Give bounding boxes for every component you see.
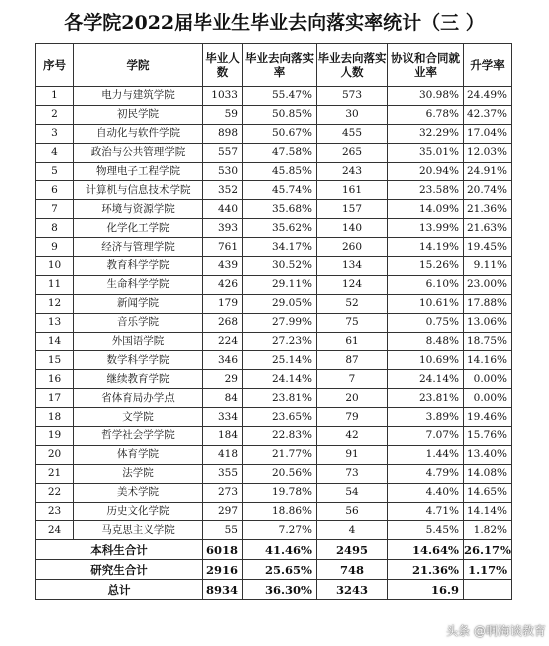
summary-label: 研究生合计 [36,560,203,580]
further-study-rate: 14.65% [464,483,512,502]
contract-employment-rate: 0.75% [388,313,464,332]
row-number: 24 [36,521,74,540]
col-header-placed: 毕业去向落实人数 [317,44,388,87]
row-number: 16 [36,370,74,389]
graduates-count: 184 [203,427,243,446]
graduates-count: 224 [203,332,243,351]
further-study-rate: 1.82% [464,521,512,540]
placed-count: 56 [317,502,388,521]
table-row [36,200,512,219]
placed-count: 265 [317,143,388,162]
further-study-rate: 42.37% [464,105,512,124]
graduates-count: 355 [203,464,243,483]
further-study-rate [464,580,512,600]
row-number: 15 [36,351,74,370]
placed-count: 42 [317,427,388,446]
row-number: 7 [36,200,74,219]
contract-employment-rate: 23.81% [388,389,464,408]
placed-count: 455 [317,124,388,143]
table-row [36,181,512,200]
row-number: 3 [36,124,74,143]
col-header-college: 学院 [74,44,203,87]
row-number: 9 [36,238,74,257]
college-name: 法学院 [74,464,203,483]
contract-employment-rate: 4.71% [388,502,464,521]
table-row [36,408,512,427]
contract-employment-rate: 30.98% [388,87,464,106]
row-number: 20 [36,445,74,464]
placed-count: 134 [317,257,388,276]
college-name: 哲学社会学学院 [74,427,203,446]
placement-rate: 23.65% [243,408,317,427]
row-number: 17 [36,389,74,408]
row-number: 11 [36,275,74,294]
summary-label: 本科生合计 [36,540,203,560]
row-number: 13 [36,313,74,332]
table-row [36,87,512,106]
placed-count: 54 [317,483,388,502]
table-row [36,275,512,294]
placement-rate: 45.74% [243,181,317,200]
placed-count: 124 [317,275,388,294]
graduates-count: 439 [203,257,243,276]
row-number: 19 [36,427,74,446]
row-number: 8 [36,219,74,238]
summary-row [36,540,512,560]
graduates-count: 530 [203,162,243,181]
contract-employment-rate: 14.64% [388,540,464,560]
college-name: 计算机与信息技术学院 [74,181,203,200]
contract-employment-rate: 8.48% [388,332,464,351]
college-name: 化学化工学院 [74,219,203,238]
placed-count: 79 [317,408,388,427]
placed-count: 161 [317,181,388,200]
further-study-rate: 21.36% [464,200,512,219]
further-study-rate: 9.11% [464,257,512,276]
graduates-count: 59 [203,105,243,124]
contract-employment-rate: 14.09% [388,200,464,219]
placement-rate: 21.77% [243,445,317,464]
graduates-count: 418 [203,445,243,464]
placed-count: 75 [317,313,388,332]
row-number: 22 [36,483,74,502]
contract-employment-rate: 23.58% [388,181,464,200]
contract-employment-rate: 15.26% [388,257,464,276]
row-number: 18 [36,408,74,427]
placement-rate: 35.68% [243,200,317,219]
col-header-further: 升学率 [464,44,512,87]
college-name: 经济与管理学院 [74,238,203,257]
further-study-rate: 18.75% [464,332,512,351]
contract-employment-rate: 7.07% [388,427,464,446]
further-study-rate: 14.08% [464,464,512,483]
college-name: 文学院 [74,408,203,427]
placement-rate: 36.30% [243,580,317,600]
further-study-rate: 13.40% [464,445,512,464]
further-study-rate: 26.17% [464,540,512,560]
college-name: 音乐学院 [74,313,203,332]
graduates-count: 179 [203,294,243,313]
table-row [36,124,512,143]
watermark [428,621,546,639]
graduates-count: 2916 [203,560,243,580]
placement-rate: 18.86% [243,502,317,521]
college-name: 新闻学院 [74,294,203,313]
contract-employment-rate: 5.45% [388,521,464,540]
placement-rate: 19.78% [243,483,317,502]
college-name: 历史文化学院 [74,502,203,521]
table-body [36,87,512,600]
college-name: 自动化与软件学院 [74,124,203,143]
placement-rate: 25.14% [243,351,317,370]
placement-rate: 29.05% [243,294,317,313]
placed-count: 157 [317,200,388,219]
contract-employment-rate: 35.01% [388,143,464,162]
table-row [36,370,512,389]
row-number: 6 [36,181,74,200]
table-header [36,44,512,87]
further-study-rate: 14.16% [464,351,512,370]
contract-employment-rate: 21.36% [388,560,464,580]
graduates-count: 297 [203,502,243,521]
further-study-rate: 0.00% [464,370,512,389]
placement-rate: 29.11% [243,275,317,294]
placed-count: 61 [317,332,388,351]
further-study-rate: 14.14% [464,502,512,521]
placement-rate: 41.46% [243,540,317,560]
further-study-rate: 0.00% [464,389,512,408]
contract-employment-rate: 4.79% [388,464,464,483]
table-row [36,238,512,257]
further-study-rate: 13.06% [464,313,512,332]
placed-count: 748 [317,560,388,580]
placement-rate: 47.58% [243,143,317,162]
college-name: 生命科学学院 [74,275,203,294]
graduates-count: 1033 [203,87,243,106]
placement-rate: 20.56% [243,464,317,483]
college-name: 马克思主义学院 [74,521,203,540]
table-row [36,294,512,313]
page-title: 各学院2022届毕业生毕业去向落实率统计（三 ） [64,12,485,34]
placed-count: 573 [317,87,388,106]
college-name: 体育学院 [74,445,203,464]
col-header-rate: 毕业去向落实率 [243,44,317,87]
college-name: 物理电子工程学院 [74,162,203,181]
table-row [36,464,512,483]
placement-rate: 25.65% [243,560,317,580]
further-study-rate: 23.00% [464,275,512,294]
graduates-count: 268 [203,313,243,332]
placed-count: 4 [317,521,388,540]
college-name: 美术学院 [74,483,203,502]
placement-rate: 50.67% [243,124,317,143]
college-name: 教育科学学院 [74,257,203,276]
row-number: 23 [36,502,74,521]
graduates-count: 352 [203,181,243,200]
college-name: 继续教育学院 [74,370,203,389]
further-study-rate: 24.91% [464,162,512,181]
graduates-count: 273 [203,483,243,502]
contract-employment-rate: 14.19% [388,238,464,257]
table-row [36,483,512,502]
further-study-rate: 17.04% [464,124,512,143]
graduates-count: 761 [203,238,243,257]
table-row [36,351,512,370]
row-number: 12 [36,294,74,313]
graduates-count: 55 [203,521,243,540]
col-header-no: 序号 [36,44,74,87]
col-header-contract: 协议和合同就业率 [388,44,464,87]
contract-employment-rate: 24.14% [388,370,464,389]
contract-employment-rate: 10.69% [388,351,464,370]
placement-rate: 34.17% [243,238,317,257]
table-row [36,427,512,446]
placed-count: 2495 [317,540,388,560]
further-study-rate: 17.88% [464,294,512,313]
graduates-count: 29 [203,370,243,389]
graduation-rate-table [35,43,512,600]
placement-rate: 27.23% [243,332,317,351]
graduates-count: 84 [203,389,243,408]
summary-row [36,560,512,580]
row-number: 1 [36,87,74,106]
placed-count: 243 [317,162,388,181]
placed-count: 7 [317,370,388,389]
further-study-rate: 12.03% [464,143,512,162]
row-number: 21 [36,464,74,483]
placement-rate: 24.14% [243,370,317,389]
graduates-count: 6018 [203,540,243,560]
placed-count: 87 [317,351,388,370]
placed-count: 20 [317,389,388,408]
placement-rate: 23.81% [243,389,317,408]
placement-rate: 45.85% [243,162,317,181]
table-row [36,521,512,540]
row-number: 14 [36,332,74,351]
placed-count: 52 [317,294,388,313]
graduates-count: 426 [203,275,243,294]
placement-rate: 50.85% [243,105,317,124]
table-row [36,257,512,276]
table-row [36,105,512,124]
table-row [36,445,512,464]
table-row [36,162,512,181]
graduates-count: 440 [203,200,243,219]
watermark-text: 头条 @啊海谈教育 [446,624,546,638]
college-name: 初民学院 [74,105,203,124]
college-name: 电力与建筑学院 [74,87,203,106]
college-name: 政治与公共管理学院 [74,143,203,162]
further-study-rate: 15.76% [464,427,512,446]
contract-employment-rate: 3.89% [388,408,464,427]
placed-count: 91 [317,445,388,464]
graduates-count: 898 [203,124,243,143]
summary-label: 总计 [36,580,203,600]
placement-rate: 35.62% [243,219,317,238]
further-study-rate: 20.74% [464,181,512,200]
further-study-rate: 21.63% [464,219,512,238]
summary-row [36,580,512,600]
college-name: 外国语学院 [74,332,203,351]
placement-rate: 27.99% [243,313,317,332]
placed-count: 260 [317,238,388,257]
placed-count: 3243 [317,580,388,600]
contract-employment-rate: 13.99% [388,219,464,238]
graduates-count: 557 [203,143,243,162]
row-number: 10 [36,257,74,276]
graduates-count: 334 [203,408,243,427]
further-study-rate: 1.17% [464,560,512,580]
table-row [36,143,512,162]
graduates-count: 8934 [203,580,243,600]
contract-employment-rate: 4.40% [388,483,464,502]
placement-rate: 7.27% [243,521,317,540]
table-row [36,219,512,238]
contract-employment-rate: 1.44% [388,445,464,464]
contract-employment-rate: 32.29% [388,124,464,143]
graduates-count: 393 [203,219,243,238]
row-number: 2 [36,105,74,124]
placed-count: 140 [317,219,388,238]
row-number: 5 [36,162,74,181]
college-name: 省体育局办学点 [74,389,203,408]
table-row [36,313,512,332]
contract-employment-rate: 10.61% [388,294,464,313]
contract-employment-rate: 6.10% [388,275,464,294]
college-name: 数学科学学院 [74,351,203,370]
college-name: 环境与资源学院 [74,200,203,219]
row-number: 4 [36,143,74,162]
contract-employment-rate: 20.94% [388,162,464,181]
placement-rate: 55.47% [243,87,317,106]
table-row [36,332,512,351]
table-row [36,389,512,408]
graduates-count: 346 [203,351,243,370]
table-row [36,502,512,521]
placement-rate: 22.83% [243,427,317,446]
watermark-logo-icon [428,621,444,637]
further-study-rate: 24.49% [464,87,512,106]
placement-rate: 30.52% [243,257,317,276]
further-study-rate: 19.46% [464,408,512,427]
col-header-grads: 毕业人数 [203,44,243,87]
placed-count: 73 [317,464,388,483]
contract-employment-rate: 6.78% [388,105,464,124]
contract-employment-rate: 16.9 [388,580,464,600]
further-study-rate: 19.45% [464,238,512,257]
placed-count: 30 [317,105,388,124]
